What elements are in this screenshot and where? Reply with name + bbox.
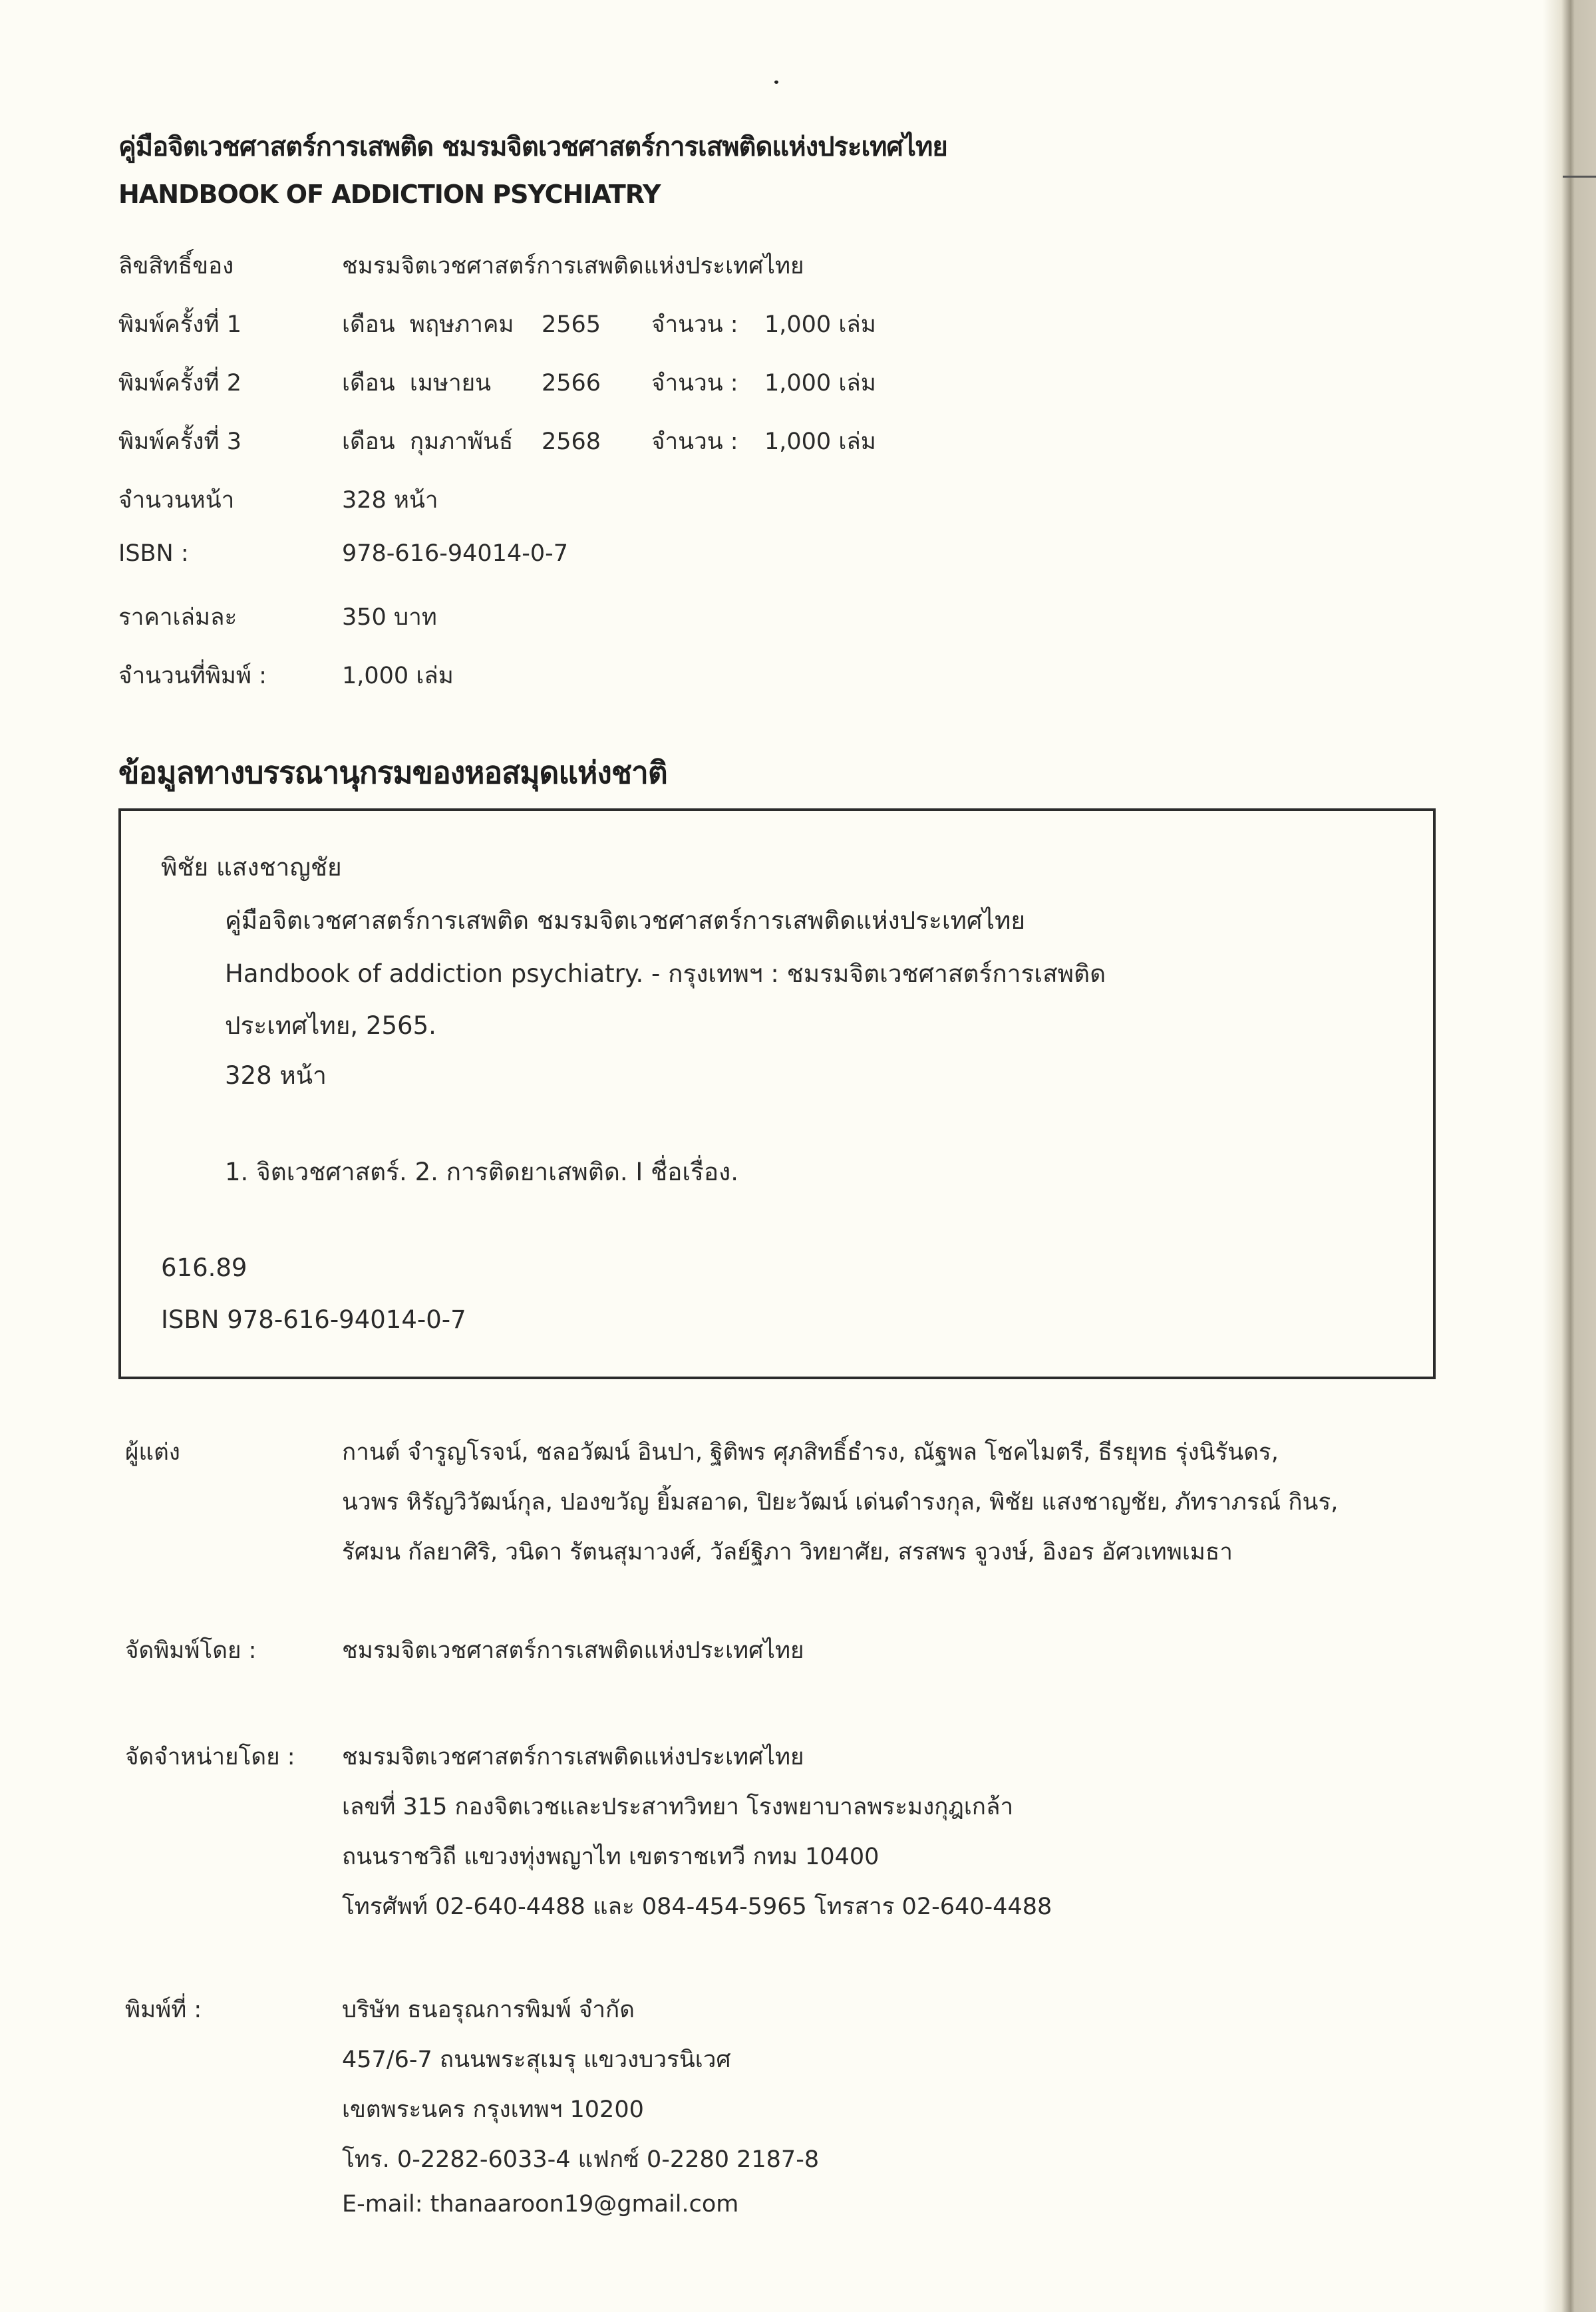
info-label: ISBN : <box>118 540 189 567</box>
qty-label: จำนวน : <box>651 311 738 338</box>
month-label: เดือน <box>342 370 395 397</box>
book-title-english: HANDBOOK OF ADDICTION PSYCHIATRY <box>118 180 661 209</box>
info-value <box>342 423 876 460</box>
cip-pages: 328 หน้า <box>225 1061 327 1090</box>
year: 2568 <box>542 428 601 455</box>
cip-title-line: คู่มือจิตเวชศาสตร์การเสพติด ชมรมจิตเวชศาสตร์การเสพติดแห่งประเทศไทย <box>225 906 1026 935</box>
cip-record-box <box>118 808 1436 1379</box>
binding-mark <box>1563 176 1596 178</box>
credit-line: 457/6-7 ถนนพระสุเมรุ แขวงบวรนิเวศ <box>342 2047 731 2073</box>
credit-line: เขตพระนคร กรุงเทพฯ 10200 <box>342 2096 644 2123</box>
month-label: เดือน <box>342 311 395 338</box>
credit-line: เลขที่ 315 กองจิตเวชและประสาทวิทยา โรงพยาบาลพระมงกุฎเกล้า <box>342 1794 1014 1820</box>
credit-line: กานต์ จำรูญโรจน์, ชลอวัฒน์ อินปา, ฐิติพร ศุภสิทธิ์ธำรง, ณัฐพล โชคไมตรี, ธีรยุทธ รุ่งนิรันดร, <box>342 1439 1279 1466</box>
qty: 1,000 เล่ม <box>764 370 876 397</box>
credit-line: ชมรมจิตเวชศาสตร์การเสพติดแห่งประเทศไทย <box>342 1744 804 1770</box>
credit-line: โทร. 0-2282-6033-4 แฟกซ์ 0-2280 2187-8 <box>342 2146 820 2173</box>
info-label: พิมพ์ครั้งที่ 1 <box>118 311 241 338</box>
credit-line: นวพร หิรัญวิวัฒน์กุล, ปองขวัญ ยิ้มสอาด, ปิยะวัฒน์ เด่นดำรงกุล, พิชัย แสงชาญชัย, ภัทราภรณ์ กินร, <box>342 1489 1339 1516</box>
year: 2566 <box>542 370 601 397</box>
info-label: ลิขสิทธิ์ของ <box>118 253 234 279</box>
info-label: จำนวนหน้า <box>118 487 235 514</box>
info-value: 978-616-94014-0-7 <box>342 540 569 567</box>
info-value: 328 หน้า <box>342 487 438 514</box>
credit-label: จัดพิมพ์โดย : <box>125 1637 257 1664</box>
qty: 1,000 เล่ม <box>764 311 876 338</box>
book-title-thai: คู่มือจิตเวชศาสตร์การเสพติด ชมรมจิตเวชศาสตร์การเสพติดแห่งประเทศไทย <box>118 132 947 162</box>
qty: 1,000 เล่ม <box>764 428 876 455</box>
cip-isbn: ISBN 978-616-94014-0-7 <box>161 1305 466 1334</box>
credit-line: โทรศัพท์ 02-640-4488 และ 084-454-5965 โทรสาร 02-640-4488 <box>342 1894 1052 1920</box>
cip-imprint-line-2: ประเทศไทย, 2565. <box>225 1011 436 1040</box>
page-binding-shadow <box>1543 0 1596 2312</box>
credit-label: ผู้แต่ง <box>125 1439 180 1466</box>
month-label: เดือน <box>342 428 395 455</box>
info-label: พิมพ์ครั้งที่ 3 <box>118 428 241 455</box>
info-value <box>342 306 876 343</box>
credit-line: ถนนราชวิถี แขวงทุ่งพญาไท เขตราชเทวี กทม 10400 <box>342 1844 879 1870</box>
cip-classification: 616.89 <box>161 1253 247 1282</box>
credit-line: รัศมน กัลยาศิริ, วนิดา รัตนสุมาวงศ์, วัลย์ฐิภา วิทยาศัย, สรสพร จูวงษ์, อิงอร อัศวเทพเมธา <box>342 1539 1233 1566</box>
qty-label: จำนวน : <box>651 370 738 397</box>
email-line: E-mail: thanaaroon19@gmail.com <box>342 2191 739 2218</box>
credit-label: พิมพ์ที่ : <box>125 1997 202 2023</box>
credit-label: จัดจำหน่ายโดย : <box>125 1744 295 1770</box>
info-value <box>342 365 876 401</box>
info-label: จำนวนที่พิมพ์ : <box>118 663 267 689</box>
credit-line: บริษัท ธนอรุณการพิมพ์ จำกัด <box>342 1997 635 2023</box>
info-value: ชมรมจิตเวชศาสตร์การเสพติดแห่งประเทศไทย <box>342 253 804 279</box>
month: พฤษภาคม <box>409 311 514 338</box>
cip-subjects: 1. จิตเวชศาสตร์. 2. การติดยาเสพติด. I ชื่อเรื่อง. <box>225 1158 738 1186</box>
year: 2565 <box>542 311 601 338</box>
month: เมษายน <box>409 370 492 397</box>
info-value: 1,000 เล่ม <box>342 663 454 689</box>
info-value: 350 บาท <box>342 604 437 631</box>
info-label: พิมพ์ครั้งที่ 2 <box>118 370 241 397</box>
info-label: ราคาเล่มละ <box>118 604 238 631</box>
cip-imprint-line: Handbook of addiction psychiatry. - กรุงเทพฯ : ชมรมจิตเวชศาสตร์การเสพติด <box>225 959 1106 988</box>
month: กุมภาพันธ์ <box>409 428 514 455</box>
credit-line: ชมรมจิตเวชศาสตร์การเสพติดแห่งประเทศไทย <box>342 1637 804 1664</box>
ink-speck <box>774 81 778 84</box>
cip-author: พิชัย แสงชาญชัย <box>161 853 342 882</box>
cip-heading: ข้อมูลทางบรรณานุกรมของหอสมุดแห่งชาติ <box>118 754 667 790</box>
qty-label: จำนวน : <box>651 428 738 455</box>
